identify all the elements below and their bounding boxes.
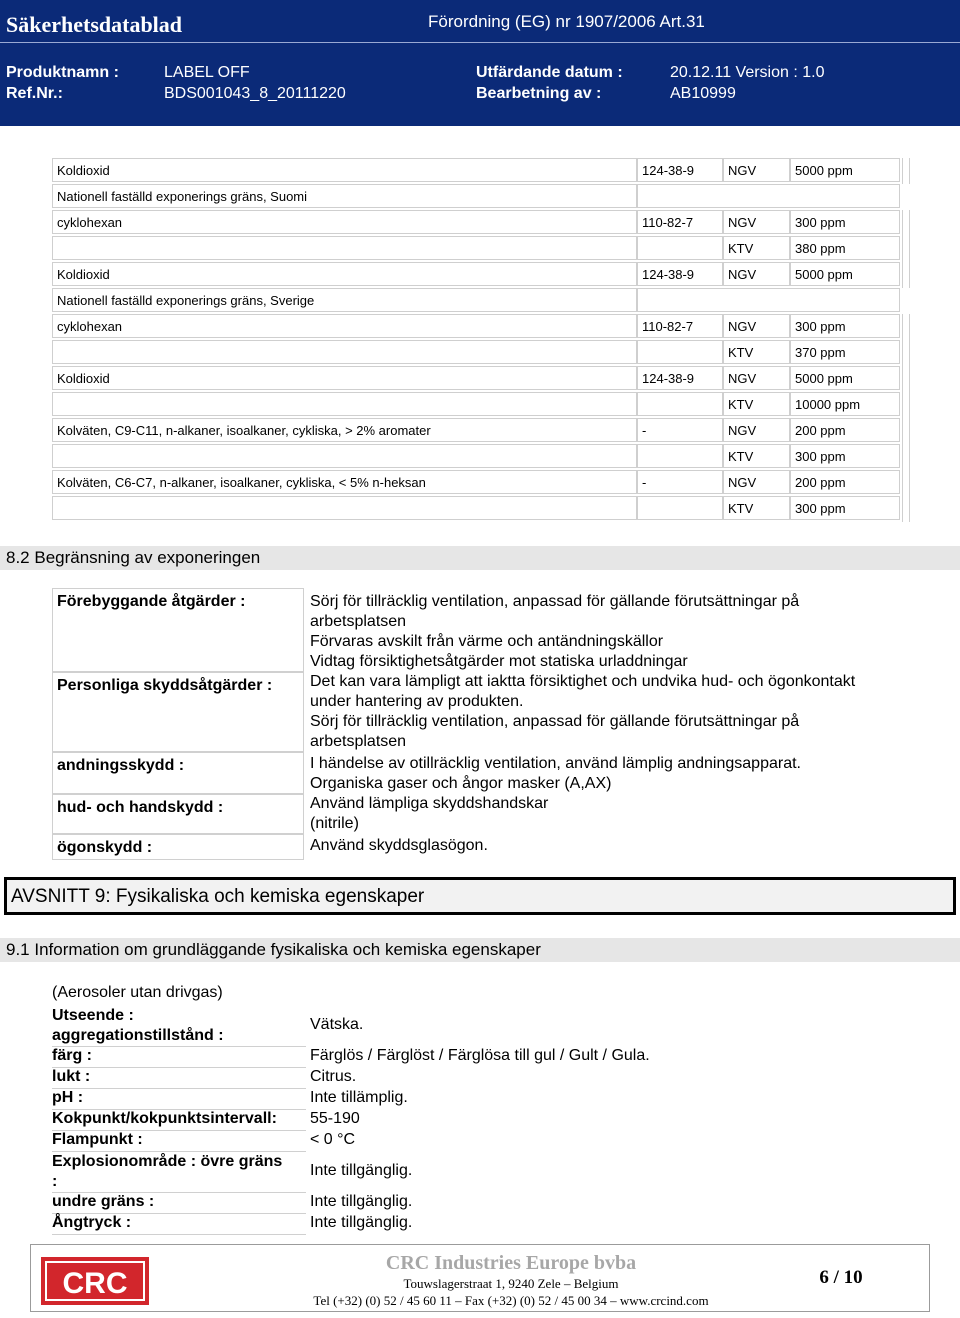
hand-protection-label: hud- och handskydd : bbox=[52, 794, 304, 834]
row-end-cell bbox=[902, 340, 910, 366]
flash-label: Flampunkt : bbox=[52, 1131, 306, 1152]
page-number: 6 / 10 bbox=[819, 1267, 863, 1288]
personal-protection-value: Det kan vara lämpligt att iaktta försiktighet och undvika hud- och ögonkontakt under hantering av produkten. Sörj för tillräcklig ventilation, anpassad för gällande förutsättningar på arbetsplatsen bbox=[310, 673, 856, 750]
boiling-label: Kokpunkt/kokpunktsintervall: bbox=[52, 1110, 306, 1131]
exposure-limits-table bbox=[52, 158, 910, 522]
substance-cell: Koldioxid bbox=[52, 158, 637, 182]
exposure-row bbox=[52, 158, 910, 184]
substance-cell: Koldioxid bbox=[52, 262, 637, 286]
row-end-cell bbox=[902, 470, 910, 496]
cas-number-cell bbox=[637, 340, 723, 364]
eye-protection-label: ögonskydd : bbox=[52, 834, 304, 860]
property-boiling-point bbox=[52, 1110, 912, 1131]
section-8-2-heading: 8.2 Begränsning av exponeringen bbox=[6, 548, 261, 567]
revision-label: Bearbetning av : bbox=[476, 85, 602, 102]
substance-cell bbox=[52, 444, 637, 468]
limit-value-cell: 200 ppm bbox=[790, 418, 900, 442]
substance-cell bbox=[52, 340, 637, 364]
limit-value-cell: 380 ppm bbox=[790, 236, 900, 260]
property-odor bbox=[52, 1068, 912, 1089]
issue-date-value: 20.12.11 Version : 1.0 bbox=[670, 64, 825, 81]
substance-cell: Kolväten, C6-C7, n-alkaner, isoalkaner, cykliska, < 5% n-heksan bbox=[52, 470, 637, 494]
exposure-row bbox=[52, 366, 910, 392]
appearance-value: Vätska. bbox=[310, 1016, 364, 1033]
substance-cell: Koldioxid bbox=[52, 366, 637, 390]
svg-text:CRC: CRC bbox=[62, 1267, 128, 1300]
limit-type-cell: NGV bbox=[723, 210, 790, 234]
limit-value-cell: 300 ppm bbox=[790, 210, 900, 234]
exposure-row bbox=[52, 340, 910, 366]
limit-type-cell: NGV bbox=[723, 314, 790, 338]
limit-type-cell: NGV bbox=[723, 470, 790, 494]
lower-limit-value: Inte tillgänglig. bbox=[310, 1193, 413, 1210]
exposure-row bbox=[52, 444, 910, 470]
limit-type-cell: KTV bbox=[723, 496, 790, 520]
row-end-cell bbox=[902, 418, 910, 444]
limit-value-cell: 5000 ppm bbox=[790, 158, 900, 182]
odor-label: lukt : bbox=[52, 1068, 306, 1089]
row-end-cell bbox=[902, 314, 910, 340]
section-9-title: AVSNITT 9: Fysikaliska och kemiska egenskaper bbox=[11, 886, 425, 907]
respiratory-value: I händelse av otillräcklig ventilation, använd lämplig andningsapparat. Organiska gaser och ångor masker (A,AX) bbox=[310, 755, 801, 792]
property-ph bbox=[52, 1089, 912, 1110]
limit-value-cell: 10000 ppm bbox=[790, 392, 900, 416]
limit-value-cell: 5000 ppm bbox=[790, 262, 900, 286]
cas-number-cell bbox=[637, 496, 723, 520]
explosion-label: Explosionområde : övre gräns bbox=[52, 1153, 283, 1170]
preventive-value: Sörj för tillräcklig ventilation, anpassad för gällande förutsättningar på arbetsplatsen Förvaras avskilt från värme och antändningskällor Vidtag försiktighetsåtgärder mot statiska urladdningar bbox=[310, 593, 800, 670]
ref-nr-value: BDS001043_8_20111220 bbox=[164, 85, 346, 102]
boiling-value: 55-190 bbox=[310, 1110, 360, 1127]
property-explosion-lower bbox=[52, 1193, 912, 1214]
exposure-row bbox=[52, 470, 910, 496]
exposure-row bbox=[52, 392, 910, 418]
cas-number-cell bbox=[637, 444, 723, 468]
respiratory-label: andningsskydd : bbox=[52, 752, 304, 794]
limit-type-cell: KTV bbox=[723, 236, 790, 260]
limit-type-cell: NGV bbox=[723, 366, 790, 390]
cas-number-cell: - bbox=[637, 418, 723, 442]
cas-number-cell: 124-38-9 bbox=[637, 262, 723, 286]
product-name-value: LABEL OFF bbox=[164, 64, 250, 81]
national-limit-header-row bbox=[52, 288, 910, 314]
row-end-cell bbox=[902, 210, 910, 236]
hand-protection-value: Använd lämpliga skyddshandskar (nitrile) bbox=[310, 795, 549, 832]
limit-value-cell: 300 ppm bbox=[790, 314, 900, 338]
section-9-title-box bbox=[4, 877, 956, 915]
property-vapor-pressure bbox=[52, 1214, 912, 1235]
property-appearance bbox=[52, 1006, 912, 1047]
appearance-label: Utseende : bbox=[52, 1007, 134, 1024]
company-address: Touwslagerstraat 1, 9240 Zele – Belgium bbox=[403, 1276, 619, 1291]
property-explosion-upper bbox=[52, 1152, 912, 1193]
company-contact: Tel (+32) (0) 52 / 45 60 11 – Fax (+32) (0) 52 / 45 00 34 – www.crcind.com bbox=[313, 1293, 709, 1308]
section-9-1-heading: 9.1 Information om grundläggande fysikaliska och kemiska egenskaper bbox=[6, 940, 541, 959]
revision-value: AB10999 bbox=[670, 85, 736, 102]
substance-cell: cyklohexan bbox=[52, 210, 637, 234]
limit-type-cell: NGV bbox=[723, 158, 790, 182]
empty-cell bbox=[637, 184, 900, 208]
property-color bbox=[52, 1047, 912, 1068]
document-title: Säkerhetsdatablad bbox=[6, 12, 183, 37]
company-name: CRC Industries Europe bvba bbox=[385, 1252, 637, 1274]
physical-properties bbox=[52, 984, 912, 1235]
color-value: Färglös / Färglöst / Färglösa till gul / Gult / Gula. bbox=[310, 1047, 650, 1064]
properties-intro: (Aerosoler utan drivgas) bbox=[52, 984, 223, 1001]
limit-value-cell: 300 ppm bbox=[790, 496, 900, 520]
personal-protection-label: Personliga skyddsåtgärder : bbox=[52, 672, 304, 752]
limit-type-cell: KTV bbox=[723, 392, 790, 416]
substance-cell: Kolväten, C9-C11, n-alkaner, isoalkaner, cykliska, > 2% aromater bbox=[52, 418, 637, 442]
exposure-row bbox=[52, 262, 910, 288]
aggregation-label: aggregationstillstånd : bbox=[52, 1027, 224, 1044]
eye-protection-value: Använd skyddsglasögon. bbox=[310, 837, 488, 854]
property-flash-point bbox=[52, 1131, 912, 1152]
substance-cell bbox=[52, 392, 637, 416]
exposure-row bbox=[52, 314, 910, 340]
limit-type-cell: NGV bbox=[723, 262, 790, 286]
substance-cell: cyklohexan bbox=[52, 314, 637, 338]
flash-value: < 0 °C bbox=[310, 1131, 356, 1148]
exposure-row bbox=[52, 210, 910, 236]
ph-label: pH : bbox=[52, 1089, 306, 1110]
ref-nr-label: Ref.Nr.: bbox=[6, 85, 63, 102]
limit-type-cell: KTV bbox=[723, 444, 790, 468]
lower-limit-label: undre gräns : bbox=[52, 1193, 306, 1214]
exposure-row bbox=[52, 418, 910, 444]
cas-number-cell bbox=[637, 236, 723, 260]
row-end-cell bbox=[902, 262, 910, 288]
ph-value: Inte tillämplig. bbox=[310, 1089, 408, 1106]
row-end-cell bbox=[902, 366, 910, 392]
color-label: färg : bbox=[52, 1047, 306, 1068]
crc-logo bbox=[41, 1257, 149, 1305]
product-name-label: Produktnamn : bbox=[6, 64, 119, 81]
cas-number-cell: 110-82-7 bbox=[637, 210, 723, 234]
limit-type-cell: KTV bbox=[723, 340, 790, 364]
limit-type-cell: NGV bbox=[723, 418, 790, 442]
section-9-1-heading-bar bbox=[0, 938, 960, 962]
limit-value-cell: 200 ppm bbox=[790, 470, 900, 494]
limit-value-cell: 370 ppm bbox=[790, 340, 900, 364]
substance-cell bbox=[52, 236, 637, 260]
cas-number-cell: 124-38-9 bbox=[637, 366, 723, 390]
row-end-cell bbox=[902, 444, 910, 470]
limit-value-cell: 5000 ppm bbox=[790, 366, 900, 390]
header-divider bbox=[0, 42, 960, 43]
exposure-row bbox=[52, 496, 910, 522]
cas-number-cell: - bbox=[637, 470, 723, 494]
row-end-cell bbox=[902, 158, 910, 184]
vapor-label: Ångtryck : bbox=[52, 1214, 306, 1235]
cas-number-cell: 124-38-9 bbox=[637, 158, 723, 182]
issue-date-label: Utfärdande datum : bbox=[476, 64, 623, 81]
national-limit-label: Nationell faställd exponerings gräns, Sverige bbox=[52, 288, 637, 312]
document-header bbox=[0, 0, 960, 126]
limit-value-cell: 300 ppm bbox=[790, 444, 900, 468]
national-limit-header-row bbox=[52, 184, 910, 210]
preventive-label: Förebyggande åtgärder : bbox=[52, 588, 304, 672]
explosion-label-colon: : bbox=[52, 1173, 58, 1190]
vapor-value: Inte tillgänglig. bbox=[310, 1214, 413, 1231]
section-8-2-heading-bar bbox=[0, 546, 960, 570]
national-limit-label: Nationell faställd exponerings gräns, Suomi bbox=[52, 184, 637, 208]
cas-number-cell bbox=[637, 392, 723, 416]
odor-value: Citrus. bbox=[310, 1068, 357, 1085]
page-footer bbox=[30, 1244, 930, 1312]
row-end-cell bbox=[902, 236, 910, 262]
substance-cell bbox=[52, 496, 637, 520]
explosion-value: Inte tillgänglig. bbox=[310, 1162, 413, 1179]
empty-cell bbox=[637, 288, 900, 312]
exposure-row bbox=[52, 236, 910, 262]
row-end-cell bbox=[902, 392, 910, 418]
cas-number-cell: 110-82-7 bbox=[637, 314, 723, 338]
row-end-cell bbox=[902, 496, 910, 522]
exposure-controls bbox=[52, 588, 904, 860]
regulation-text: Förordning (EG) nr 1907/2006 Art.31 bbox=[428, 12, 705, 31]
